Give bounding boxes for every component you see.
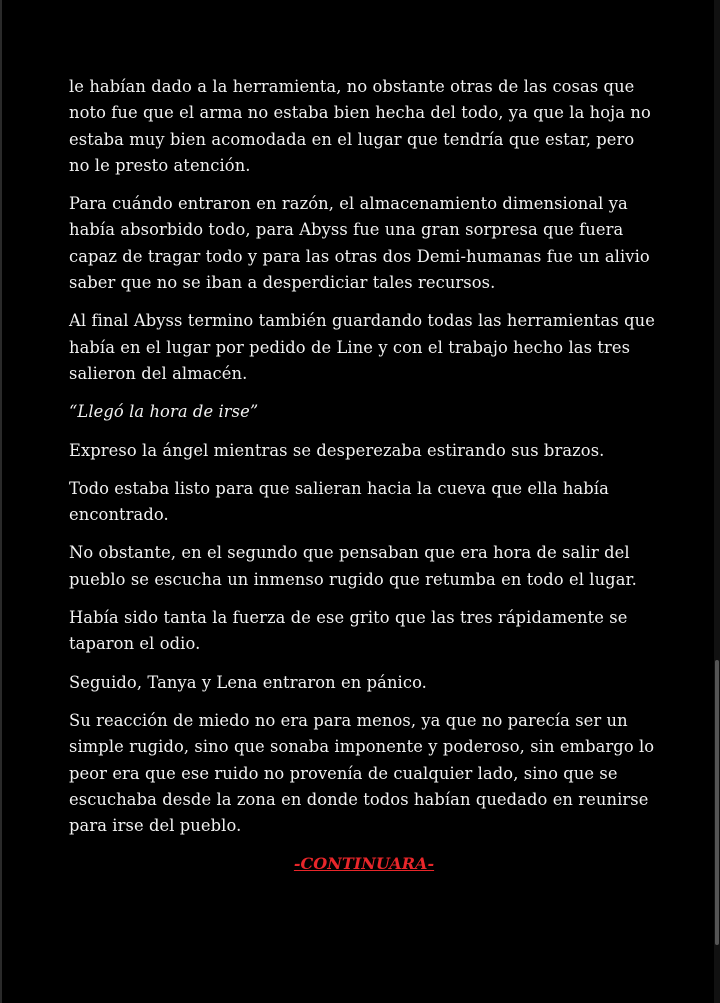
paragraph: Para cuándo entraron en razón, el almacenamiento dimensional ya había absorbido todo, para Abyss fue una gran sorpresa que fuera capaz de tragar todo y para las otras dos Demi-humanas fue un alivio saber que no se iban a desperdiciar tales recursos.	[69, 194, 650, 293]
paragraph: Seguido, Tanya y Lena entraron en pánico.	[69, 672, 427, 692]
scrollbar-thumb[interactable]	[715, 660, 719, 945]
scrollbar-track[interactable]	[714, 0, 720, 1003]
paragraph: Al final Abyss termino también guardando todas las herramientas que había en el lugar por pedido de Line y con el trabajo hecho las tres salieron del almacén.	[69, 311, 655, 383]
paragraph: No obstante, en el segundo que pensaban que era hora de salir del pueblo se escucha un inmenso rugido que retumba en todo el lugar.	[69, 543, 637, 589]
paragraph: le habían dado a la herramienta, no obstante otras de las cosas que noto fue que el arma no estaba bien hecha del todo, ya que la hoja no estaba muy bien acomodada en el lugar que tendría que estar, pero no le presto atención.	[69, 77, 651, 175]
paragraph: Todo estaba listo para que salieran hacia la cueva que ella había encontrado.	[69, 478, 609, 525]
paragraph: Su reacción de miedo no era para menos, ya que no parecía ser un simple rugido, sino que sonaba imponente y poderoso, sin embargo lo peor era que ese ruido no provenía de cualquier lado, sino que se escuchaba desde la zona en donde todos habían quedado en reunirse para irse del pueblo.	[69, 710, 655, 836]
dialogue-line: “Llegó la hora de irse”	[69, 402, 259, 422]
paragraph: Había sido tanta la fuerza de ese grito que las tres rápidamente se taparon el odio.	[69, 608, 628, 654]
paragraph: Expreso la ángel mientras se desperezaba estirando sus brazos.	[69, 440, 605, 460]
document-body	[69, 74, 659, 877]
page-left-border	[0, 0, 2, 1003]
continuara-label: -CONTINUARA-	[293, 854, 435, 874]
